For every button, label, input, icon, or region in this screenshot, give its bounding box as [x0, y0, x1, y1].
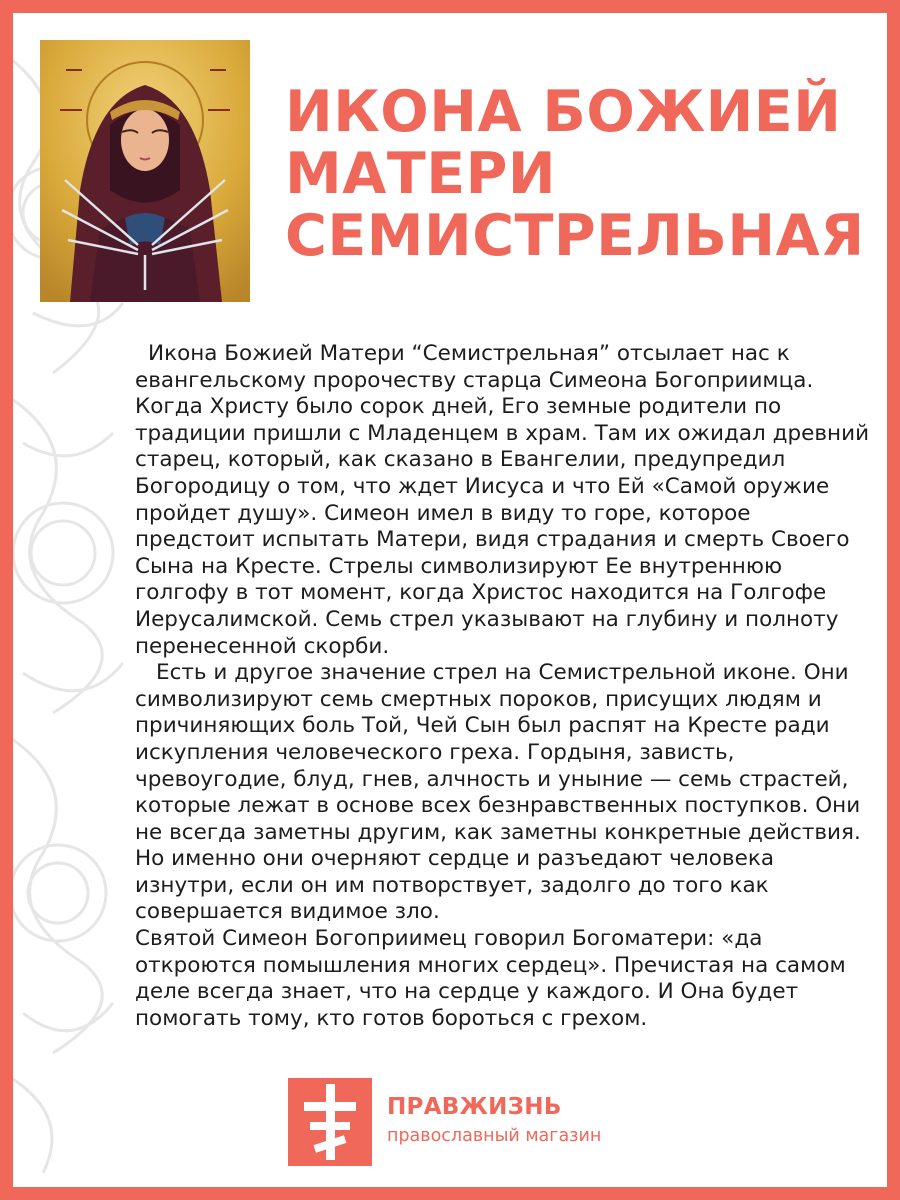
logo-name: ПРАВЖИЗНЬ: [387, 1094, 562, 1120]
paragraph: Есть и другое значение стрел на Семистрельной иконе. Они символизируют семь смертных пороков, присущих людям и причиняющих боль Той, Чей Сын был распят на Кресте ради искупления человеческого греха. Гордыня, зависть, чревоугодие, блуд, гнев, алчность и уныние — семь страстей, которые лежат в основе всех безнравственных поступков. Они не всегда заметны другим, как заметны конкретные действия. Но именно они очерняют сердце и разъедают человека изнутри, если он им потворствует, задолго до того как совершается видимое зло.: [135, 660, 861, 925]
title-line: МАТЕРИ: [285, 141, 557, 207]
title-line: СЕМИСТРЕЛЬНАЯ: [285, 203, 865, 269]
cross-logo-icon: [288, 1078, 372, 1166]
paragraph: Святой Симеон Богоприимец говорил Богоматери: «да откроются помышления многих сердец». Пречистая на самом деле всегда знает, что на сердце у каждого. И Она будет помогать тому, кто готов бороться с грехом.: [135, 926, 846, 1031]
paragraph: Икона Божией Матери “Семистрельная” отсылает нас к евангельскому пророчеству старца Симеона Богоприимца. Когда Христу было сорок дней, Его земные родители по традиции пришли с Младенцем в храм. Там их ожидал древний старец, который, как сказано в Евангелии, предупредил Богородицу о том, что ждет Иисуса и что Ей «Самой оружие пройдет душу». Симеон имел в виду то горе, которое предстоит испытать Матери, видя страдания и смерть Своего Сына на Кресте. Стрелы символизируют Ее внутреннюю голгофу в тот момент, когда Христос находится на Голгофе Иерусалимской. Семь стрел указывают на глубину и полноту перенесенной скорби.: [135, 341, 870, 659]
article-body: [135, 341, 875, 1032]
store-logo: [288, 1078, 668, 1168]
page-title: [285, 81, 895, 267]
logo-tagline: православный магазин: [387, 1126, 602, 1146]
title-line: ИКОНА БОЖИЕЙ: [285, 79, 842, 145]
icon-image: [40, 40, 250, 302]
